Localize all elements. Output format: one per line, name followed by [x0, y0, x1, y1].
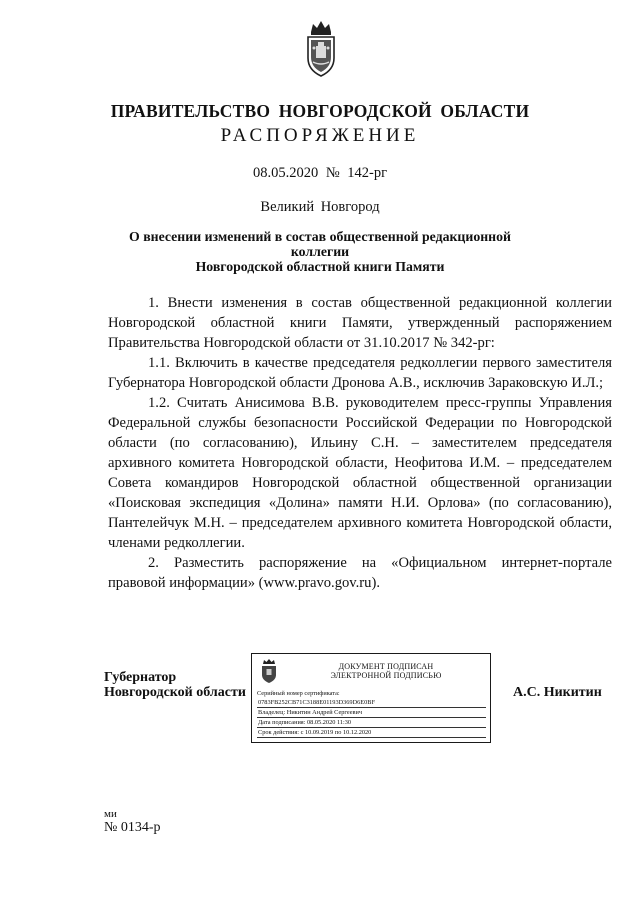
government-title: ПРАВИТЕЛЬСТВО НОВГОРОДСКОЙ ОБЛАСТИ	[110, 101, 530, 121]
paragraph-1-2: 1.2. Считать Анисимова В.В. руководителем пресс-группы Управления Федеральной службы безопасности Российской Федерации по Новгородской области (по согласованию), Ильину С.Н. – заместителем председателя архивного комитета Новгородской области, Неофитова И.М. – председателем Совета командиров Новгородской областной общественной организации «Поисковая экспедиция «Долина» памяти Н.И. Орлова» (по согласованию), Пантелейчук М.Н. – председателем архивного комитета Новгородской области, членами редколлегии.	[108, 395, 612, 551]
document-date-number	[0, 165, 640, 182]
stamp-title-line-1: ДОКУМЕНТ ПОДПИСАН	[338, 662, 434, 671]
signer-position-line-1: Губернатор	[104, 670, 177, 685]
stamp-signed-at: Дата подписания: 08.05.2020 11:30	[257, 718, 486, 728]
signer-position-line-2: Новгородской области	[104, 685, 246, 700]
stamp-cert-serial-label: Серийный номер сертификата:	[257, 690, 340, 697]
stamp-title	[290, 662, 482, 680]
coat-of-arms-icon	[303, 18, 339, 80]
reference-number: № 0134-р	[104, 820, 161, 835]
footer	[104, 808, 161, 835]
city: Великий Новгород	[260, 199, 380, 215]
subject-line-2: Новгородской областной книги Памяти	[195, 259, 445, 274]
paragraph-1-1: 1.1. Включить в качестве председателя редколлегии первого заместителя Губернатора Новгородской области Дронова А.В., исключив Зараковскую И.Л.;	[108, 355, 612, 391]
number-sign: №	[325, 165, 340, 181]
stamp-coat-of-arms-icon	[259, 658, 279, 684]
document-subject	[100, 229, 540, 274]
signer-name: А.С. Никитин	[513, 685, 602, 700]
document-body	[108, 293, 612, 593]
e-signature-stamp	[251, 653, 491, 743]
signer-position	[104, 670, 246, 700]
executor-initials: ми	[104, 808, 117, 820]
subject-line-1: О внесении изменений в состав общественной редакционной коллегии	[129, 229, 511, 259]
document-type: РАСПОРЯЖЕНИЕ	[220, 125, 420, 146]
document-number: 142-рг	[347, 165, 388, 181]
document-date: 08.05.2020	[252, 165, 319, 181]
paragraph-1: 1. Внести изменения в состав общественной редакционной коллегии Новгородской областной книги Памяти, утвержденный распоряжением Правительства Новгородской области от 31.10.2017 № 342-рг:	[108, 295, 612, 351]
stamp-title-line-2: ЭЛЕКТРОННОЙ ПОДПИСЬЮ	[330, 671, 442, 680]
stamp-owner: Владелец: Никитин Андрей Сергеевич	[257, 708, 486, 718]
stamp-validity: Срок действия: с 10.09.2019 по 10.12.2020	[257, 728, 486, 738]
stamp-cert-serial: 0783FB252CB71C3188E01193D369D6E0BF	[257, 698, 486, 708]
paragraph-2: 2. Разместить распоряжение на «Официальном интернет-портале правовой информации» (www.pravo.gov.ru).	[108, 555, 612, 591]
stamp-details	[257, 689, 486, 738]
